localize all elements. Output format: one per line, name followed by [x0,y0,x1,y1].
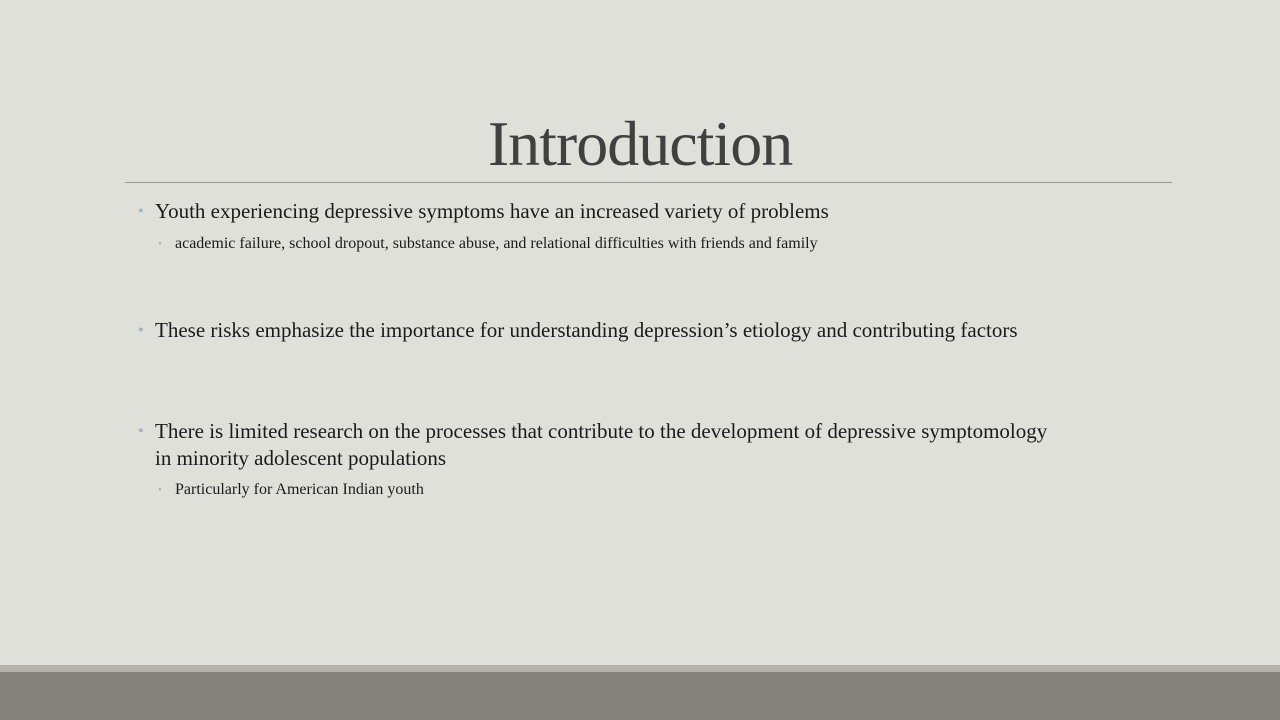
bullet-marker-icon: • [138,322,144,339]
bullet-marker-icon: • [158,238,162,250]
footer-band [0,672,1280,720]
bullet-text: Youth experiencing depressive symptoms have an increased variety of problems [155,199,829,223]
slide-title: Introduction [487,108,793,179]
bullet-marker-icon: • [158,484,162,496]
sub-bullet-text: academic failure, school dropout, substance abuse, and relational difficulties with friends and family [175,235,818,252]
bullet-text: There is limited research on the processes that contribute to the development of depressive symptomology in minority adolescent populations [155,419,1048,470]
bullet-item [138,317,1165,344]
sub-bullet-item [158,480,1075,500]
sub-bullet-item [158,234,1155,254]
bullet-text: These risks emphasize the importance for understanding depression’s etiology and contributing factors [155,318,1018,342]
footer-stripe [0,665,1280,672]
bullet-item [138,418,1055,472]
title-divider [125,182,1172,183]
bullet-marker-icon: • [138,203,144,220]
bullet-item [138,198,1155,225]
sub-bullet-text: Particularly for American Indian youth [175,481,424,498]
bullet-marker-icon: • [138,423,144,440]
